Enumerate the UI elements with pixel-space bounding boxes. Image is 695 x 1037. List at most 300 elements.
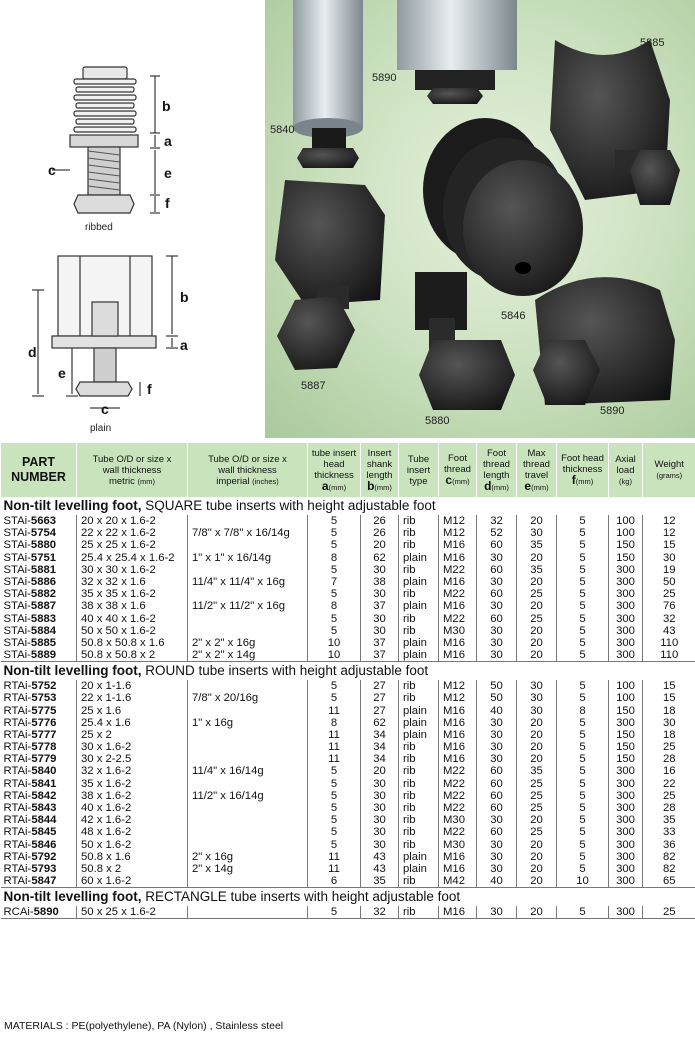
cell-d: 30	[477, 576, 517, 588]
cell-c: M22	[439, 826, 477, 838]
cell-b: 30	[361, 839, 399, 851]
cell-load: 300	[609, 826, 643, 838]
dim-label: c	[48, 162, 56, 178]
cell-load: 100	[609, 680, 643, 692]
cell-e: 20	[517, 515, 557, 527]
cell-imperial	[188, 729, 308, 741]
cell-b: 43	[361, 851, 399, 863]
part-code: 5884	[30, 624, 57, 637]
cell-c: M12	[439, 527, 477, 539]
cell-d: 30	[477, 741, 517, 753]
part-number-cell	[1, 576, 77, 588]
dim-label: a	[180, 337, 188, 353]
section-title	[1, 662, 695, 681]
cell-e: 30	[517, 692, 557, 704]
cell-metric: 50.8 x 2	[77, 863, 188, 875]
cell-a: 5	[308, 906, 361, 919]
cell-e: 30	[517, 527, 557, 539]
part-code: 5890	[33, 906, 59, 919]
cell-load: 300	[609, 564, 643, 576]
cell-type: rib	[399, 802, 439, 814]
product-photo-drawing	[265, 0, 695, 438]
part-prefix: STAi-	[3, 515, 31, 528]
cell-f: 5	[557, 649, 609, 662]
cell-imperial	[188, 778, 308, 790]
cell-a: 5	[308, 765, 361, 777]
cell-c: M30	[439, 814, 477, 826]
part-prefix: STAi-	[3, 539, 31, 552]
cell-type: plain	[399, 704, 439, 716]
cell-b: 30	[361, 790, 399, 802]
table-row	[1, 527, 695, 539]
part-code: 5776	[31, 716, 57, 729]
part-code: 5843	[31, 802, 57, 815]
cell-metric: 20 x 20 x 1.6-2	[77, 515, 188, 527]
section-title	[1, 888, 695, 907]
cell-e: 20	[517, 576, 557, 588]
cell-imperial: 11/2" x 16/14g	[188, 790, 308, 802]
cell-f: 5	[557, 637, 609, 649]
cell-d: 30	[477, 637, 517, 649]
cell-metric: 30 x 1.6-2	[77, 741, 188, 753]
cell-imperial: 11/4" x 11/4" x 16g	[188, 576, 308, 588]
cell-d: 40	[477, 875, 517, 888]
cell-c: M12	[439, 692, 477, 704]
part-prefix: STAi-	[3, 600, 31, 613]
table-row	[1, 637, 695, 649]
cell-a: 11	[308, 704, 361, 716]
cell-e: 35	[517, 765, 557, 777]
cell-weight: 25	[643, 741, 695, 753]
part-prefix: RTAi-	[3, 765, 32, 778]
cell-metric: 40 x 1.6-2	[77, 802, 188, 814]
cell-load: 300	[609, 765, 643, 777]
part-number-cell	[1, 851, 77, 863]
part-number-cell	[1, 539, 77, 551]
dim-label: c	[101, 401, 109, 417]
cell-b: 43	[361, 863, 399, 875]
part-prefix: STAi-	[3, 576, 31, 589]
cell-type: plain	[399, 717, 439, 729]
part-number-cell	[1, 863, 77, 875]
cell-c: M16	[439, 729, 477, 741]
cell-d: 60	[477, 802, 517, 814]
table-row	[1, 600, 695, 612]
cell-metric: 25.4 x 25.4 x 1.6-2	[77, 552, 188, 564]
cell-type: plain	[399, 649, 439, 662]
cell-f: 5	[557, 692, 609, 704]
cell-metric: 32 x 1.6-2	[77, 765, 188, 777]
cell-weight: 76	[643, 600, 695, 612]
cell-type: rib	[399, 564, 439, 576]
cell-imperial: 2" x 16g	[188, 851, 308, 863]
cell-e: 20	[517, 729, 557, 741]
dim-label: f	[147, 381, 152, 397]
cell-imperial	[188, 680, 308, 692]
cell-f: 5	[557, 741, 609, 753]
cell-imperial	[188, 814, 308, 826]
part-prefix: RTAi-	[3, 728, 32, 741]
part-code: 5881	[30, 563, 57, 576]
part-prefix: RTAi-	[3, 704, 32, 717]
cell-imperial	[188, 875, 308, 888]
cell-a: 5	[308, 680, 361, 692]
cell-a: 5	[308, 802, 361, 814]
cell-d: 30	[477, 814, 517, 826]
cell-f: 5	[557, 765, 609, 777]
top-figure-area	[0, 0, 695, 440]
cell-weight: 36	[643, 839, 695, 851]
cell-c: M30	[439, 839, 477, 851]
cell-c: M16	[439, 906, 477, 919]
cell-metric: 50.8 x 50.8 x 1.6	[77, 637, 188, 649]
cell-weight: 19	[643, 564, 695, 576]
cell-b: 30	[361, 588, 399, 600]
cell-b: 35	[361, 875, 399, 888]
part-code: 5883	[30, 612, 57, 625]
part-number-cell	[1, 527, 77, 539]
part-prefix: RTAi-	[3, 850, 32, 863]
materials-note: MATERIALS : PE(polyethylene), PA (Nylon) , Stainless steel	[4, 1020, 284, 1032]
part-number-cell	[1, 625, 77, 637]
cell-c: M16	[439, 649, 477, 662]
cell-load: 300	[609, 600, 643, 612]
cell-b: 62	[361, 717, 399, 729]
cell-f: 5	[557, 814, 609, 826]
cell-a: 5	[308, 790, 361, 802]
photo-label: 5887	[301, 380, 326, 392]
cell-b: 30	[361, 802, 399, 814]
cell-d: 50	[477, 680, 517, 692]
cell-a: 5	[308, 778, 361, 790]
cell-f: 5	[557, 717, 609, 729]
table-row	[1, 765, 695, 777]
dim-label: e	[58, 365, 66, 381]
cell-f: 5	[557, 588, 609, 600]
cell-metric: 25 x 2	[77, 729, 188, 741]
cell-load: 300	[609, 778, 643, 790]
part-code: 5779	[31, 753, 57, 766]
cell-type: plain	[399, 600, 439, 612]
cell-d: 30	[477, 729, 517, 741]
cell-c: M16	[439, 717, 477, 729]
cell-metric: 22 x 22 x 1.6-2	[77, 527, 188, 539]
part-prefix: RTAi-	[3, 716, 32, 729]
cell-b: 62	[361, 552, 399, 564]
table-row	[1, 692, 695, 704]
header-thread-length: Foot thread length d(mm)	[477, 443, 517, 497]
part-number-cell	[1, 906, 77, 919]
part-prefix: RTAi-	[3, 789, 32, 802]
cell-a: 11	[308, 863, 361, 875]
cell-e: 20	[517, 717, 557, 729]
cell-a: 5	[308, 839, 361, 851]
cell-type: rib	[399, 680, 439, 692]
part-number-cell	[1, 692, 77, 704]
part-code: 5845	[31, 826, 57, 839]
cell-weight: 110	[643, 637, 695, 649]
part-number-cell	[1, 753, 77, 765]
part-number-cell	[1, 680, 77, 692]
cell-f: 5	[557, 851, 609, 863]
cell-d: 40	[477, 704, 517, 716]
product-photo	[265, 0, 695, 438]
cell-c: M22	[439, 790, 477, 802]
header-axial-load: Axial load (kg)	[609, 443, 643, 497]
section-heading	[1, 662, 695, 681]
cell-imperial: 1" x 1" x 16/14g	[188, 552, 308, 564]
section-title-bold: Non-tilt levelling foot,	[3, 889, 142, 905]
table-row	[1, 778, 695, 790]
part-prefix: RTAi-	[3, 826, 32, 839]
cell-type: rib	[399, 515, 439, 527]
cell-weight: 82	[643, 851, 695, 863]
cell-metric: 20 x 1-1.6	[77, 680, 188, 692]
part-code: 5793	[31, 862, 57, 875]
cell-a: 11	[308, 753, 361, 765]
cell-c: M22	[439, 802, 477, 814]
part-code: 5885	[30, 636, 57, 649]
cell-weight: 30	[643, 717, 695, 729]
cell-load: 300	[609, 637, 643, 649]
cell-a: 6	[308, 875, 361, 888]
header-weight: Weight (grams)	[643, 443, 695, 497]
cell-c: M22	[439, 613, 477, 625]
part-prefix: RTAi-	[3, 680, 32, 693]
cell-f: 5	[557, 515, 609, 527]
cell-d: 30	[477, 717, 517, 729]
cell-d: 30	[477, 906, 517, 919]
dimension-diagram	[0, 0, 265, 440]
cell-d: 30	[477, 600, 517, 612]
cell-b: 30	[361, 625, 399, 637]
cell-c: M16	[439, 637, 477, 649]
cell-type: plain	[399, 576, 439, 588]
part-code: 5844	[31, 814, 57, 827]
section-title-rest: RECTANGLE tube inserts with height adjustable foot	[141, 889, 461, 905]
product-table	[0, 443, 695, 919]
part-number-cell	[1, 515, 77, 527]
part-code: 5886	[30, 576, 57, 589]
cell-c: M16	[439, 741, 477, 753]
cell-imperial: 2" x 2" x 16g	[188, 637, 308, 649]
table-row	[1, 790, 695, 802]
cell-weight: 28	[643, 753, 695, 765]
dim-label: f	[165, 195, 170, 211]
part-prefix: RTAi-	[3, 875, 32, 888]
cell-weight: 12	[643, 527, 695, 539]
cell-metric: 50 x 50 x 1.6-2	[77, 625, 188, 637]
cell-metric: 25.4 x 1.6	[77, 717, 188, 729]
part-code: 5842	[31, 789, 57, 802]
cell-imperial	[188, 613, 308, 625]
cell-weight: 65	[643, 875, 695, 888]
part-prefix: STAi-	[3, 624, 31, 637]
part-code: 5889	[30, 649, 57, 662]
cell-c: M22	[439, 778, 477, 790]
caption-plain: plain	[90, 423, 112, 434]
table-row	[1, 552, 695, 564]
cell-imperial: 11/4" x 16/14g	[188, 765, 308, 777]
cell-c: M42	[439, 875, 477, 888]
cell-load: 300	[609, 588, 643, 600]
part-number-cell	[1, 729, 77, 741]
cell-imperial: 2" x 2" x 14g	[188, 649, 308, 662]
cell-a: 7	[308, 576, 361, 588]
cell-a: 10	[308, 649, 361, 662]
cell-f: 5	[557, 729, 609, 741]
table-row	[1, 875, 695, 888]
cell-f: 5	[557, 600, 609, 612]
cell-b: 30	[361, 564, 399, 576]
table-row	[1, 839, 695, 851]
cell-load: 150	[609, 704, 643, 716]
cell-metric: 25 x 1.6	[77, 704, 188, 716]
part-prefix: RCAi-	[3, 906, 34, 919]
part-code: 5777	[31, 728, 57, 741]
cell-metric: 50.8 x 50.8 x 2	[77, 649, 188, 662]
cell-c: M16	[439, 539, 477, 551]
table-row	[1, 613, 695, 625]
table-row	[1, 588, 695, 600]
cell-metric: 50 x 1.6-2	[77, 839, 188, 851]
cell-load: 300	[609, 717, 643, 729]
part-code: 5753	[31, 692, 57, 705]
cell-f: 5	[557, 790, 609, 802]
part-number-cell	[1, 765, 77, 777]
cell-e: 20	[517, 649, 557, 662]
cell-a: 5	[308, 814, 361, 826]
cell-imperial	[188, 564, 308, 576]
cell-d: 60	[477, 765, 517, 777]
part-number-cell	[1, 790, 77, 802]
cell-e: 30	[517, 680, 557, 692]
table-row	[1, 851, 695, 863]
part-number-cell	[1, 649, 77, 662]
cell-weight: 30	[643, 552, 695, 564]
cell-b: 20	[361, 539, 399, 551]
cell-load: 150	[609, 552, 643, 564]
section-title-bold: Non-tilt levelling foot,	[3, 663, 142, 679]
cell-c: M22	[439, 564, 477, 576]
cell-e: 20	[517, 906, 557, 919]
cell-weight: 50	[643, 576, 695, 588]
cell-e: 30	[517, 704, 557, 716]
cell-load: 150	[609, 539, 643, 551]
part-number-cell	[1, 802, 77, 814]
cell-metric: 60 x 1.6-2	[77, 875, 188, 888]
cell-a: 8	[308, 717, 361, 729]
cell-d: 30	[477, 851, 517, 863]
cell-imperial	[188, 625, 308, 637]
cell-type: rib	[399, 875, 439, 888]
cell-type: plain	[399, 851, 439, 863]
cell-load: 100	[609, 515, 643, 527]
cell-type: rib	[399, 753, 439, 765]
cell-a: 5	[308, 527, 361, 539]
cell-a: 5	[308, 826, 361, 838]
cell-b: 30	[361, 814, 399, 826]
table-row	[1, 564, 695, 576]
table-row	[1, 753, 695, 765]
part-number-cell	[1, 875, 77, 888]
header-head-thickness: tube insert head thickness a(mm)	[308, 443, 361, 497]
cell-f: 5	[557, 778, 609, 790]
cell-a: 5	[308, 564, 361, 576]
cell-type: plain	[399, 863, 439, 875]
dim-label: e	[164, 165, 172, 181]
cell-b: 26	[361, 527, 399, 539]
part-prefix: STAi-	[3, 551, 31, 564]
cell-imperial	[188, 539, 308, 551]
cell-f: 5	[557, 539, 609, 551]
table-row	[1, 704, 695, 716]
cell-type: plain	[399, 637, 439, 649]
part-prefix: RTAi-	[3, 692, 32, 705]
part-number-cell	[1, 839, 77, 851]
cell-f: 5	[557, 625, 609, 637]
part-prefix: RTAi-	[3, 753, 32, 766]
section-title	[1, 497, 695, 515]
cell-imperial: 11/2" x 11/2" x 16g	[188, 600, 308, 612]
part-prefix: RTAi-	[3, 802, 32, 815]
photo-label: 5890	[600, 405, 625, 417]
cell-d: 30	[477, 625, 517, 637]
cell-metric: 22 x 1-1.6	[77, 692, 188, 704]
table-header-row	[1, 443, 695, 497]
cell-f: 5	[557, 802, 609, 814]
cell-d: 60	[477, 539, 517, 551]
photo-label: 5840	[270, 124, 295, 136]
cell-weight: 35	[643, 814, 695, 826]
part-prefix: STAi-	[3, 612, 31, 625]
cell-c: M16	[439, 576, 477, 588]
cell-type: rib	[399, 588, 439, 600]
part-number-cell	[1, 704, 77, 716]
header-foot-thread: Foot thread c(mm)	[439, 443, 477, 497]
section-title-bold: Non-tilt levelling foot,	[3, 498, 142, 513]
part-number-cell	[1, 717, 77, 729]
part-code: 5840	[31, 765, 57, 778]
cell-a: 11	[308, 851, 361, 863]
cell-load: 150	[609, 741, 643, 753]
cell-f: 5	[557, 576, 609, 588]
cell-type: rib	[399, 826, 439, 838]
cell-b: 34	[361, 729, 399, 741]
dim-label: d	[28, 344, 37, 360]
part-prefix: RTAi-	[3, 741, 32, 754]
cell-a: 5	[308, 539, 361, 551]
cell-type: rib	[399, 527, 439, 539]
cell-a: 10	[308, 637, 361, 649]
cell-e: 20	[517, 625, 557, 637]
cell-f: 5	[557, 839, 609, 851]
cell-metric: 38 x 1.6-2	[77, 790, 188, 802]
cell-c: M16	[439, 863, 477, 875]
cell-e: 20	[517, 637, 557, 649]
table-row	[1, 802, 695, 814]
cell-load: 150	[609, 729, 643, 741]
photo-label: 5890	[372, 72, 397, 84]
cell-type: plain	[399, 729, 439, 741]
cell-weight: 18	[643, 729, 695, 741]
cell-metric: 25 x 25 x 1.6-2	[77, 539, 188, 551]
cell-d: 30	[477, 863, 517, 875]
part-code: 5663	[30, 515, 57, 528]
cell-d: 30	[477, 552, 517, 564]
cell-e: 25	[517, 778, 557, 790]
cell-a: 8	[308, 600, 361, 612]
